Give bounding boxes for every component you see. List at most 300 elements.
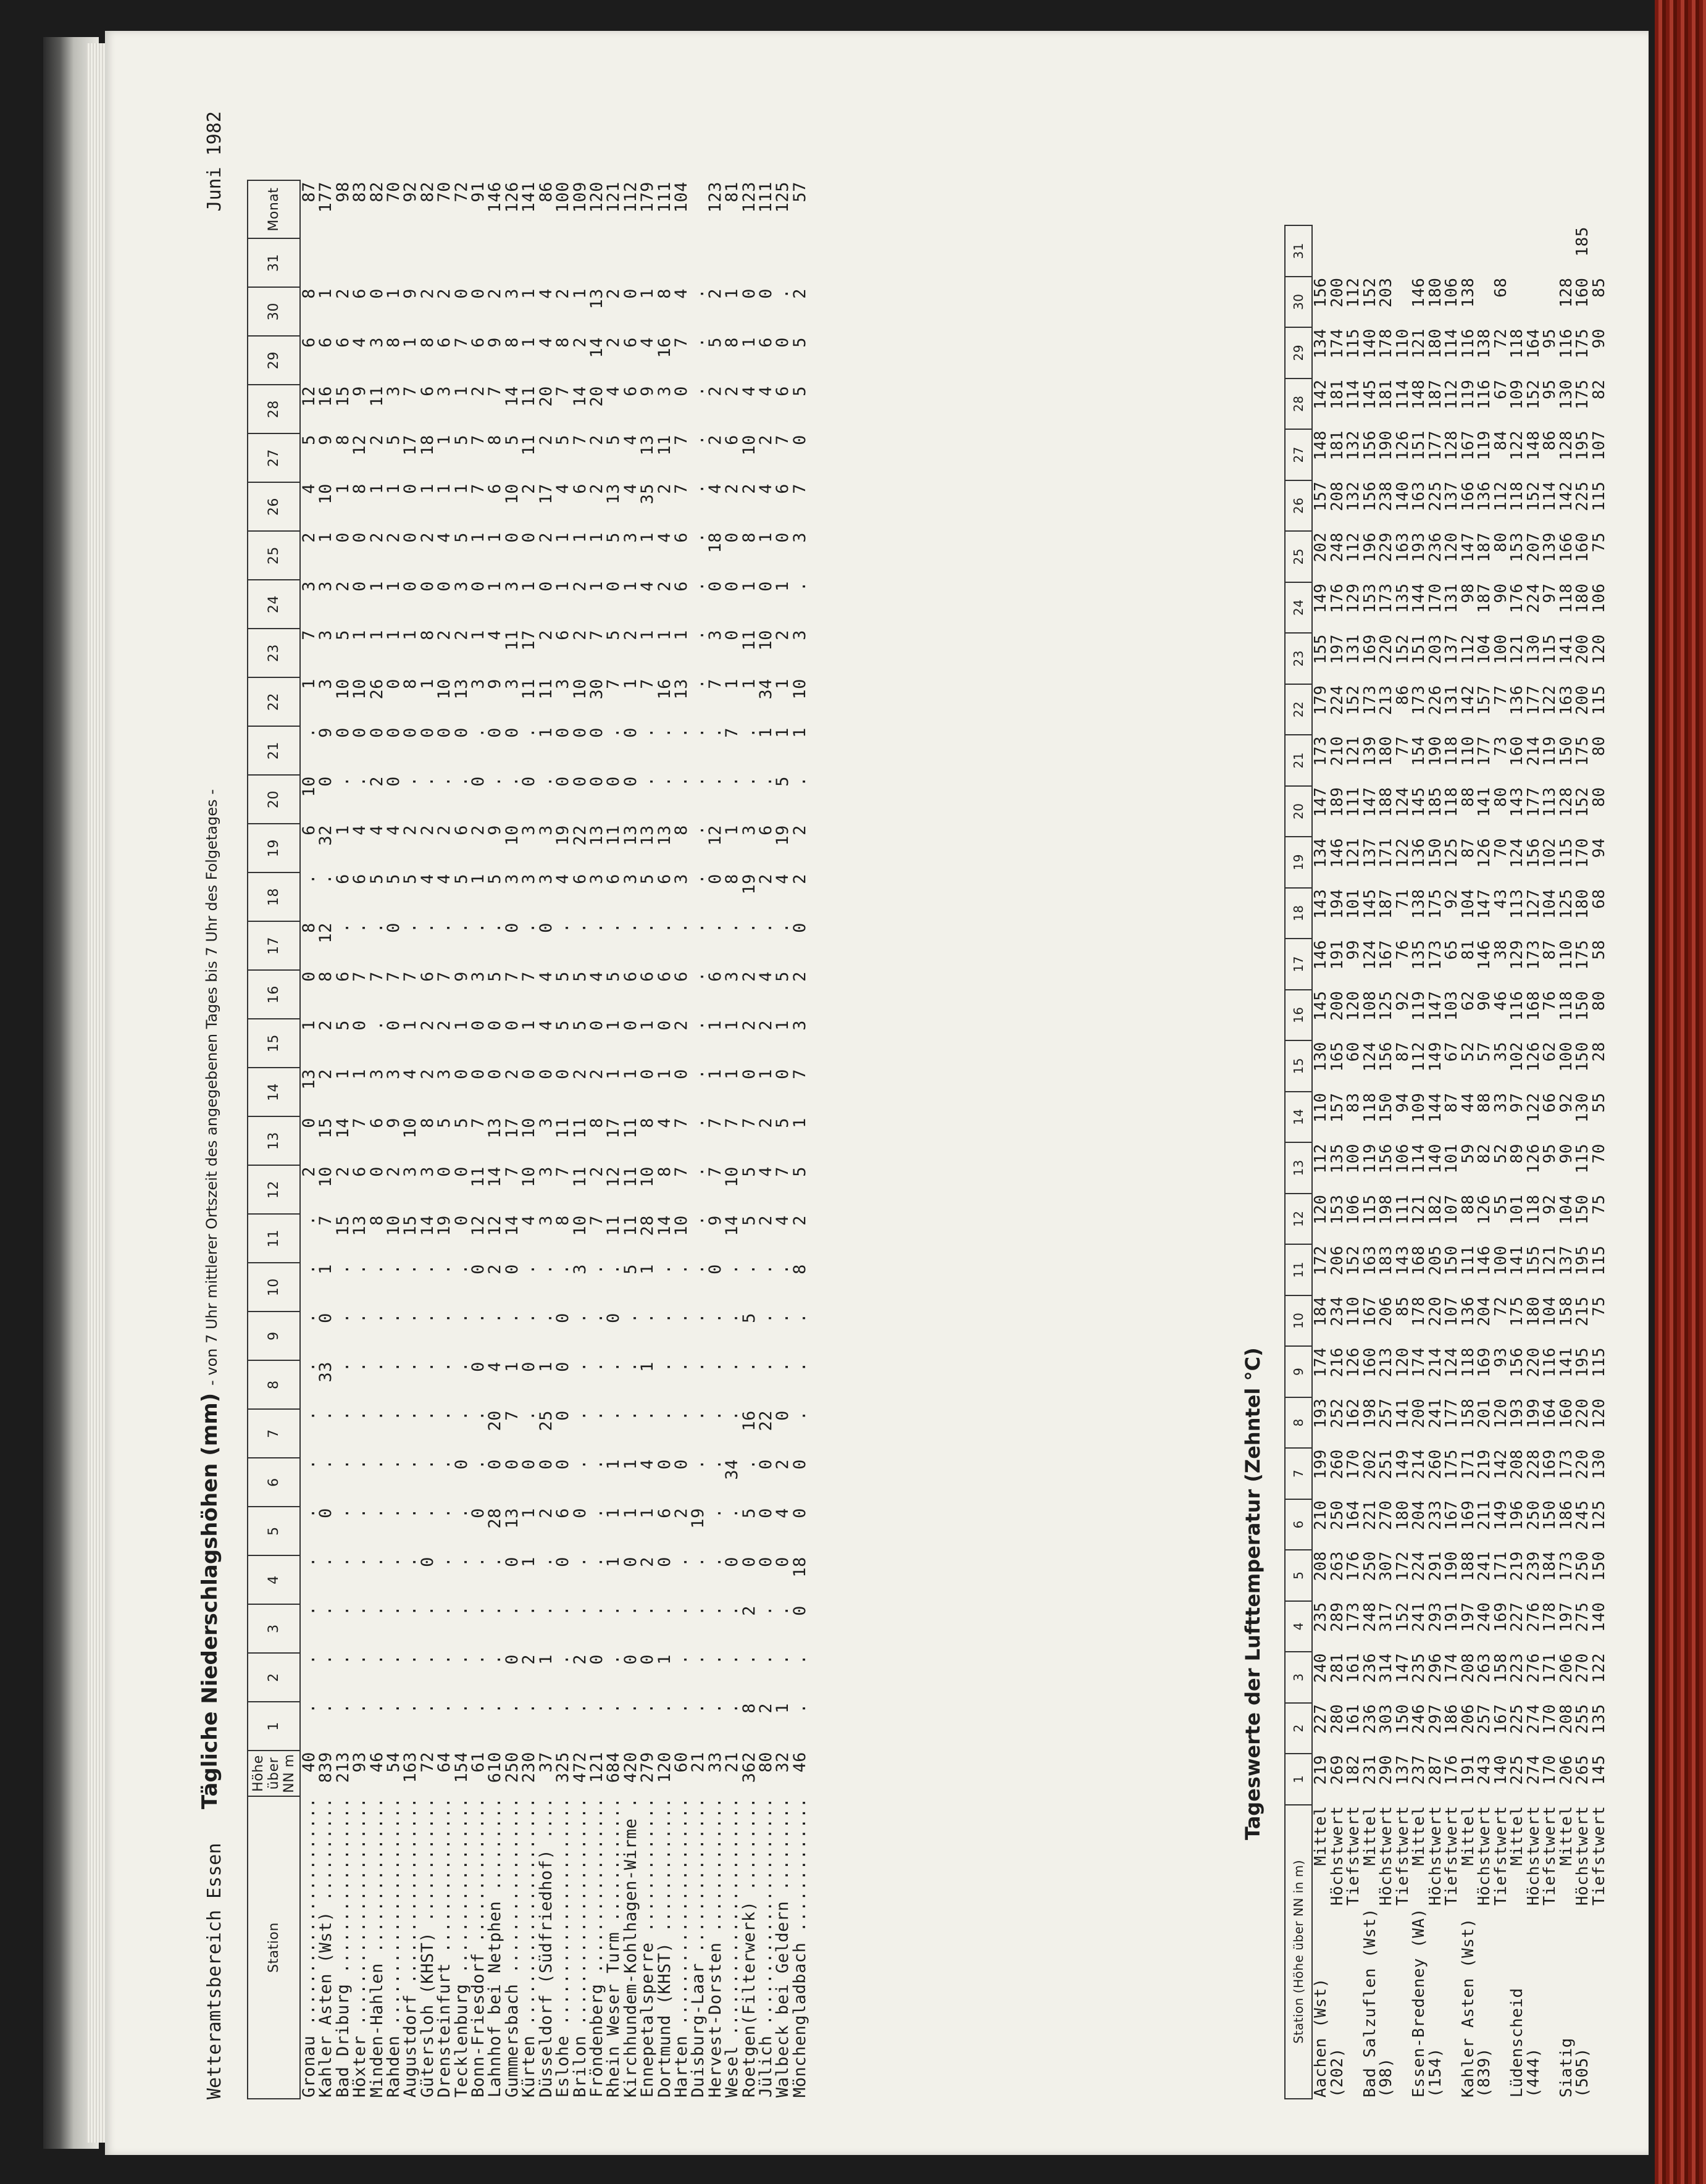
temp-value: 172 [1393, 1551, 1412, 1581]
precip-value: 1 [350, 630, 370, 640]
precip-value [622, 238, 639, 287]
precip-value: . [688, 435, 708, 445]
precip-value: 0 [384, 776, 404, 787]
temp-value [1362, 225, 1379, 277]
station-name [1493, 1907, 1510, 2099]
temp-value: 173 [1377, 583, 1395, 613]
temp-value: 307 [1377, 1551, 1395, 1581]
precip-value: . [587, 1459, 606, 1470]
precip-value: . [688, 1313, 708, 1323]
month-total: 81 [722, 182, 742, 203]
precip-value: . [621, 1703, 640, 1713]
precip-value: 0 [502, 1264, 522, 1274]
precip-value: . [469, 1410, 488, 1421]
temp-value: 86 [1393, 685, 1412, 705]
precip-value: . [705, 1362, 725, 1372]
precip-value: 0 [739, 1069, 759, 1079]
temp-value: 173 [1360, 685, 1379, 715]
temp-value: 293 [1426, 1602, 1445, 1632]
temp-value: 233 [1426, 1500, 1445, 1530]
precip-value: . [299, 1605, 319, 1616]
precip-value: 1 [773, 679, 793, 689]
precip-value: 5 [638, 874, 658, 884]
precip-value: . [705, 1459, 725, 1470]
temp-value: 174 [1410, 1347, 1428, 1378]
temp-value: 224 [1524, 583, 1543, 613]
precip-value: 6 [553, 1508, 573, 1518]
precip-value: . [435, 1508, 454, 1518]
precip-value: 2 [367, 532, 387, 543]
temp-value: 141 [1393, 1398, 1412, 1428]
precip-value: 7 [367, 971, 387, 982]
table-row [300, 180, 317, 2099]
precip-value: . [299, 874, 319, 884]
precip-value: 0 [671, 1069, 691, 1079]
temp-value: 120 [1344, 990, 1363, 1021]
precip-value: 1 [638, 630, 658, 640]
temp-value: 198 [1360, 1398, 1379, 1428]
precip-value: 0 [485, 727, 505, 738]
page-date: Juni 1982 [204, 111, 225, 212]
precip-value: 14 [485, 1166, 505, 1187]
precip-value: . [469, 1313, 488, 1323]
value-type: Tiefstwert [1589, 1805, 1608, 1906]
precip-value: 7 [469, 435, 488, 445]
precip-value: 4 [536, 971, 556, 982]
temp-value: 187 [1475, 532, 1494, 563]
precip-value: 4 [536, 1020, 556, 1031]
precip-value: 4 [350, 825, 370, 835]
precip-value: . [299, 1215, 319, 1226]
temp-value: 116 [1475, 379, 1494, 409]
precip-value [656, 238, 673, 287]
precip-value: 4 [773, 874, 793, 884]
precip-value: 2 [333, 288, 353, 299]
precip-value: 3 [553, 679, 573, 689]
precip-value: 5 [739, 1166, 759, 1177]
precip-value: . [671, 1557, 691, 1567]
precip-value: 2 [435, 1020, 454, 1031]
precip-value: . [671, 1264, 691, 1274]
precip-value [521, 238, 537, 287]
precip-value: 7 [502, 1166, 522, 1177]
precip-value: 3 [536, 874, 556, 884]
precip-value: 16 [739, 1410, 759, 1431]
precip-value: 13 [451, 679, 471, 700]
precip-value: . [688, 971, 708, 982]
precip-value: 6 [350, 874, 370, 884]
precip-value: 3 [401, 1166, 420, 1177]
precip-value: 5 [570, 971, 590, 982]
temp-value: 276 [1524, 1653, 1543, 1683]
temp-value: 110 [1393, 328, 1412, 359]
day-header: 26 [1285, 480, 1312, 532]
temp-value: 185 [1426, 787, 1445, 817]
table-row [436, 180, 453, 2099]
precip-value: 1 [621, 581, 640, 592]
month-total: 177 [316, 182, 336, 213]
precip-value: 7 [671, 337, 691, 348]
precip-value: 0 [469, 581, 488, 592]
temp-value: 137 [1557, 1245, 1576, 1276]
temp-value: 135 [1393, 583, 1412, 613]
precip-value: 19 [553, 825, 573, 846]
precip-value: 4 [756, 386, 776, 396]
temp-value: 175 [1442, 1449, 1461, 1479]
precip-value: 0 [417, 1557, 437, 1567]
precip-value: . [671, 776, 691, 787]
precip-value: 3 [705, 630, 725, 640]
precip-value: 3 [536, 1118, 556, 1128]
precip-value: . [401, 1557, 420, 1567]
temp-value: 158 [1458, 1398, 1478, 1428]
precip-value: 3 [502, 581, 522, 592]
page-header [198, 93, 241, 2099]
precip-value: . [401, 1605, 420, 1616]
precip-value: . [367, 1264, 387, 1274]
precip-value: 2 [536, 1508, 556, 1518]
station-name: Lahnhof bei Netphen ......... [485, 1797, 505, 2098]
temp-value: 141 [1557, 634, 1576, 664]
precip-value: 0 [519, 1069, 539, 1079]
precip-value: 7 [705, 1166, 725, 1177]
precip-value: 1 [469, 630, 488, 640]
precip-value: . [401, 776, 420, 787]
table-row [470, 180, 487, 2099]
precip-value: 11 [570, 1118, 590, 1139]
precip-value: . [773, 923, 793, 933]
table-row [1591, 175, 1608, 2099]
temp-value: 142 [1458, 685, 1478, 715]
temp-value: 111 [1344, 787, 1363, 817]
temp-value: 164 [1524, 328, 1543, 359]
temp-value: 206 [1557, 1653, 1576, 1683]
day-header: 10 [1285, 1295, 1312, 1347]
precip-value: 1 [401, 1020, 420, 1031]
temp-value: 175 [1426, 889, 1445, 919]
precip-value: 0 [790, 1605, 809, 1616]
temp-value: 95 [1541, 328, 1559, 349]
temp-value: 157 [1475, 685, 1494, 715]
precip-value: 10 [502, 483, 522, 504]
precip-value: 10 [299, 776, 319, 797]
precip-value: 1 [519, 581, 539, 592]
precip-value: 10 [739, 435, 759, 456]
day-header: 4 [248, 1555, 300, 1604]
temp-value: 189 [1328, 787, 1347, 817]
day-header: 10 [248, 1263, 300, 1312]
precip-value: 1 [401, 337, 420, 348]
precip-value: . [367, 1557, 387, 1567]
precip-value: . [350, 923, 370, 933]
temp-value: 208 [1458, 1653, 1478, 1683]
precip-value: . [435, 1362, 454, 1372]
precip-value: 1 [654, 1069, 674, 1079]
month-total: 109 [570, 182, 590, 213]
day-header: 28 [248, 385, 300, 433]
precip-value: . [350, 1410, 370, 1421]
precip-value: 7 [519, 971, 539, 982]
precip-value: 16 [654, 679, 674, 700]
precip-value: 3 [621, 532, 640, 543]
temp-value: 180 [1426, 277, 1445, 308]
station-name: Rhein Weser Turm ............ [604, 1797, 624, 2098]
temp-value: 160 [1360, 1347, 1379, 1378]
precip-value: 6 [350, 1166, 370, 1177]
temp-value: 208 [1557, 1704, 1576, 1734]
precip-value: 7 [502, 971, 522, 982]
precip-value: 3 [502, 874, 522, 884]
temp-value: 71 [1393, 889, 1412, 909]
temp-value: 130 [1557, 379, 1576, 409]
temp-value: 55 [1491, 1194, 1510, 1215]
precip-value: . [384, 1703, 404, 1713]
precip-value: 2 [756, 1118, 776, 1128]
temp-value: 203 [1377, 277, 1395, 308]
temp-value: 90 [1557, 1144, 1576, 1164]
temp-value: 80 [1589, 787, 1608, 807]
precip-value: 0 [350, 581, 370, 592]
precip-value: . [316, 1557, 336, 1567]
temp-value: 237 [1410, 1755, 1428, 1785]
temp-value: 201 [1475, 1398, 1494, 1428]
day-header: 2 [1285, 1703, 1312, 1754]
temp-value: 116 [1541, 1347, 1559, 1378]
temp-value: 118 [1442, 787, 1461, 817]
precip-value: . [333, 1313, 353, 1323]
temp-value: 92 [1393, 990, 1412, 1011]
temp-value: 147 [1360, 787, 1379, 817]
temp-value [1395, 277, 1411, 328]
temp-value: 231 [1360, 1755, 1379, 1785]
temp-value: 291 [1426, 1551, 1445, 1581]
temp-value: 171 [1491, 1551, 1510, 1581]
precip-value: 2 [654, 483, 674, 494]
precip-value: 0 [316, 1313, 336, 1323]
precip-value: . [705, 776, 725, 787]
temp-value: 208 [1508, 1449, 1526, 1479]
station-name: Rahden ...................... [384, 1797, 404, 2098]
precip-value: 2 [502, 1069, 522, 1079]
temp-value: 206 [1458, 1704, 1478, 1734]
temp-value: 126 [1344, 1347, 1363, 1378]
temp-value: 112 [1410, 1042, 1428, 1072]
precip-value [673, 238, 690, 287]
precip-value: . [587, 1703, 606, 1713]
table-row [1574, 175, 1591, 2099]
day-header: 13 [248, 1116, 300, 1165]
temp-value: 114 [1541, 481, 1559, 511]
temp-value: 121 [1541, 1245, 1559, 1276]
temp-value: 144 [1426, 1092, 1445, 1123]
station-height: 839 [316, 1752, 336, 1783]
day-header: 17 [1285, 939, 1312, 990]
temp-value: 250 [1328, 1500, 1347, 1530]
precip-value: 10 [333, 679, 353, 700]
temp-value: 120 [1491, 1398, 1510, 1428]
temp-value: 121 [1410, 328, 1428, 359]
precip-value: 6 [485, 483, 505, 494]
precip-value [385, 238, 402, 287]
precip-value: . [451, 776, 471, 787]
precip-value: 20 [485, 1410, 505, 1431]
precip-value: 1 [469, 532, 488, 543]
temp-value: 224 [1410, 1551, 1428, 1581]
precip-value: . [384, 1605, 404, 1616]
day-header: 21 [248, 726, 300, 775]
precip-value: 0 [469, 776, 488, 787]
precip-value: 6 [570, 874, 590, 884]
temp-value: 166 [1557, 532, 1576, 563]
temp-value: 121 [1508, 634, 1526, 664]
temp-value: 276 [1524, 1602, 1543, 1632]
precip-value: 2 [790, 825, 809, 835]
precip-value: 4 [435, 874, 454, 884]
col-height: Höhe über NN m [248, 1751, 300, 1796]
precip-value: 1 [435, 483, 454, 494]
precip-value: 0 [553, 1069, 573, 1079]
station-name: Eslohe ...................... [553, 1797, 573, 2098]
precip-value: 0 [384, 679, 404, 689]
precip-value: 2 [417, 288, 437, 299]
temp-value: 227 [1311, 1704, 1330, 1734]
precip-value: 11 [604, 1215, 624, 1236]
precip-value: 5 [705, 337, 725, 348]
precip-value: 2 [469, 386, 488, 396]
temp-value: 94 [1393, 1092, 1412, 1113]
precip-value: 16 [316, 386, 336, 407]
temp-value: 163 [1557, 685, 1576, 715]
temp-value: 156 [1524, 838, 1543, 868]
precip-value: . [722, 1410, 742, 1421]
precip-value: . [739, 776, 759, 787]
precip-value [453, 238, 470, 287]
temp-value: 119 [1410, 990, 1428, 1021]
day-header: 16 [1285, 990, 1312, 1041]
precip-value: 4 [417, 874, 437, 884]
precip-value: 0 [654, 1557, 674, 1567]
precip-value: 2 [587, 483, 606, 494]
precip-value: 5 [384, 874, 404, 884]
precip-value: . [469, 1459, 488, 1470]
precip-value: 1 [638, 1020, 658, 1031]
temp-value: 70 [1491, 838, 1510, 858]
precip-value: . [688, 532, 708, 543]
temp-value: 236 [1360, 1704, 1379, 1734]
temp-value: 213 [1377, 685, 1395, 715]
precip-value: 7 [671, 1118, 691, 1128]
temp-value [1526, 277, 1542, 328]
precip-value: 0 [299, 971, 319, 982]
precip-value: . [705, 1410, 725, 1421]
precip-value: . [671, 923, 691, 933]
precip-value: 1 [621, 679, 640, 689]
temp-value: 55 [1589, 1092, 1608, 1113]
temp-value: 108 [1360, 990, 1379, 1021]
precip-value: 1 [316, 1264, 336, 1274]
precip-value: . [451, 1264, 471, 1274]
precip-value: 12 [299, 386, 319, 407]
precip-value: 11 [621, 1118, 640, 1139]
precip-value: 4 [671, 288, 691, 299]
precip-value: 0 [621, 776, 640, 787]
precip-value: 0 [350, 1020, 370, 1031]
precip-value: . [333, 1557, 353, 1567]
precip-value: 0 [316, 776, 336, 787]
precip-value: 11 [519, 435, 539, 456]
temp-value: 112 [1442, 379, 1461, 409]
precip-value: 1 [773, 727, 793, 738]
precip-value: . [604, 1605, 624, 1616]
precip-value: 3 [367, 1069, 387, 1079]
precip-value: 1 [553, 581, 573, 592]
day-header: 26 [248, 482, 300, 531]
temp-value: 115 [1573, 1144, 1592, 1174]
station-name: Bad Driburg ................. [333, 1797, 353, 2098]
precip-value: 4 [773, 1508, 793, 1518]
precip-value: 11 [621, 1215, 640, 1236]
precip-value: 2 [621, 630, 640, 640]
precip-value: 1 [367, 483, 387, 494]
temp-value: 135 [1589, 1704, 1608, 1734]
precip-value: 0 [384, 727, 404, 738]
temp-value: 146 [1328, 838, 1347, 868]
precip-value: 8 [722, 337, 742, 348]
precip-value: . [401, 1362, 420, 1372]
precip-value: 2 [756, 1703, 776, 1713]
precip-value: . [688, 288, 708, 299]
precip-value: 2 [570, 581, 590, 592]
value-type: Tiefstwert [1541, 1805, 1559, 1906]
precip-value: . [671, 1605, 691, 1616]
table-row [1476, 175, 1493, 2099]
precip-value: 4 [367, 825, 387, 835]
precip-value: 3 [367, 337, 387, 348]
precip-value: 1 [739, 679, 759, 689]
precip-value: 5 [604, 971, 624, 982]
table-row [521, 180, 537, 2099]
temp-value: 180 [1377, 736, 1395, 766]
temp-value: 152 [1573, 787, 1592, 817]
temp-value: 86 [1541, 430, 1559, 451]
precip-value: 7 [722, 727, 742, 738]
temp-value: 196 [1508, 1500, 1526, 1530]
precip-value: 8 [790, 1264, 809, 1274]
precip-value [758, 238, 774, 287]
temp-value: 145 [1360, 379, 1379, 409]
temp-value: 160 [1557, 1398, 1576, 1428]
temp-value: 109 [1508, 379, 1526, 409]
precip-value: . [790, 1703, 809, 1713]
precip-value: 14 [502, 1215, 522, 1236]
temp-value [1345, 225, 1362, 277]
precip-value: . [739, 1459, 759, 1470]
precip-value: 0 [654, 1459, 674, 1470]
precip-value: 1 [570, 532, 590, 543]
precip-value: . [384, 1654, 404, 1665]
temp-value: 229 [1377, 532, 1395, 563]
temp-value: 130 [1524, 634, 1543, 664]
temp-value: 92 [1541, 1194, 1559, 1215]
station-name [1345, 1907, 1362, 2099]
precip-value: 2 [638, 1557, 658, 1567]
station-height: 154 [451, 1752, 471, 1783]
station-name: Walbeck bei Geldern ......... [773, 1797, 793, 2098]
precip-value: 7 [587, 630, 606, 640]
precip-value: . [722, 1362, 742, 1372]
precip-value: . [553, 1703, 573, 1713]
temp-value: 140 [1426, 1144, 1445, 1174]
